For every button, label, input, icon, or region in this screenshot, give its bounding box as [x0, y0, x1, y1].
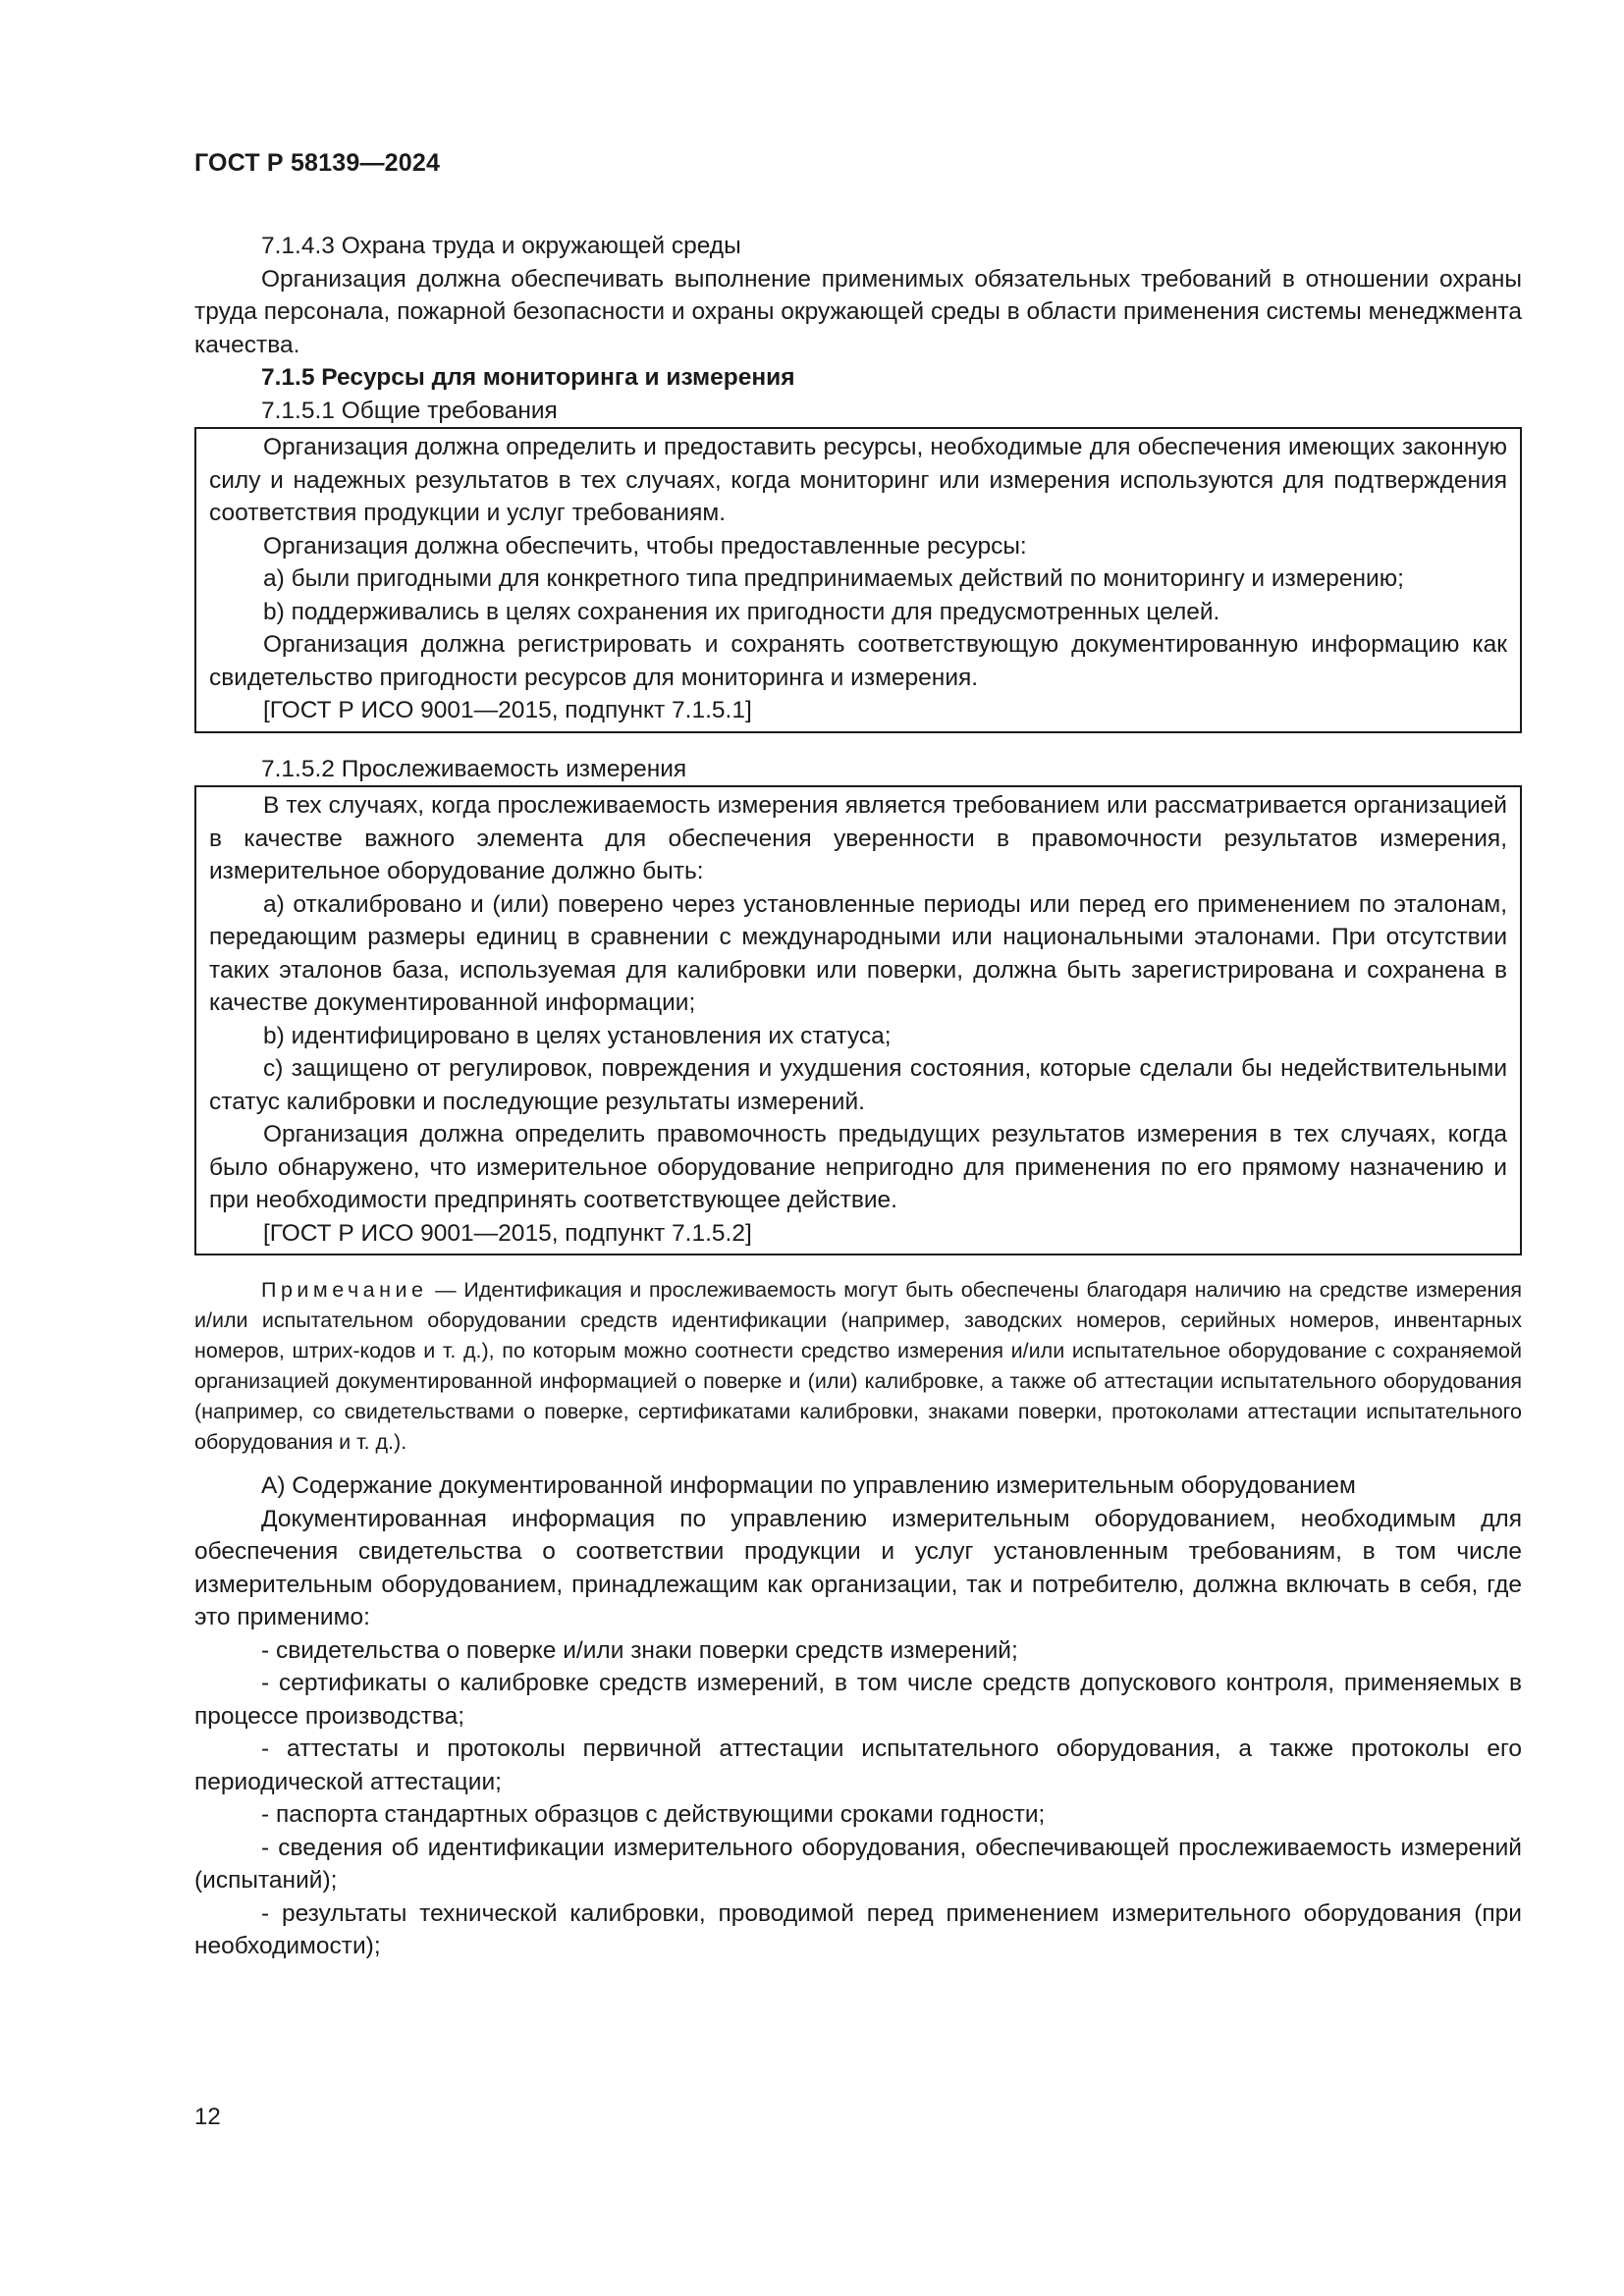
box1-paragraph: Организация должна определить и предоставить ресурсы, необходимые для обеспечения имеющих законную силу и надежных результатов в тех случаях, когда мониторинг или измерения используются для подтверждения соответствия продукции и услуг требованиям. — [209, 434, 1507, 526]
part-a-list-item: - паспорта стандартных образцов с действующими сроками годности; — [261, 1801, 1046, 1828]
section-7-1-4-3-text: Организация должна обеспечивать выполнение применимых обязательных требований в отношении охраны труда персонала, пожарной безопасности и охраны окружающей среды в области применения системы менеджмента качества. — [194, 265, 1522, 358]
part-a-intro: Документированная информация по управлению измерительным оборудованием, необходимым для обеспечения свидетельства о соответствии продукции и услуг установленным требованиям, в том числе измерительным оборудованием, принадлежащим как организации, так и потребителю, должна включать в себя, где это применимо: — [194, 1505, 1522, 1630]
document-code-header: ГОСТ Р 58139—2024 — [194, 149, 441, 177]
part-a-list-item: - аттестаты и протоколы первичной аттестации испытательного оборудования, а также протоколы его периодической аттестации; — [194, 1735, 1522, 1795]
box2-paragraph: Организация должна определить правомочность предыдущих результатов измерения в тех случаях, когда было обнаружено, что измерительное оборудование непригодно для применения по его прямому назначению и при необходимости предпринять соответствующее действие. — [209, 1121, 1507, 1213]
document-body — [194, 230, 1522, 1963]
box2-list-item-a: a) откалибровано и (или) поверено через установленные периоды или перед его применением по эталонам, передающим размеры единиц в сравнении с международными или национальными эталонами. При отсутствии таких эталонов база, используемая для калибровки или поверки, должна быть зарегистрирована и сохранена в качестве документированной информации; — [209, 890, 1507, 1016]
part-a-list-item: - сертификаты о калибровке средств измерений, в том числе средств допускового контроля, применяемых в процессе производства; — [194, 1670, 1522, 1730]
box1-paragraph: Организация должна регистрировать и сохранять соответствующую документированную информацию как свидетельство пригодности ресурсов для мониторинга и измерения. — [209, 631, 1507, 691]
box2-reference: [ГОСТ Р ИСО 9001—2015, подпункт 7.1.5.2] — [263, 1219, 752, 1247]
part-a-list-item: - свидетельства о поверке и/или знаки поверки средств измерений; — [261, 1636, 1018, 1664]
part-a-list-item: - сведения об идентификации измерительного оборудования, обеспечивающей прослеживаемость измерений (испытаний); — [194, 1834, 1522, 1894]
box1-list-item-b: b) поддерживались в целях сохранения их пригодности для предусмотренных целей. — [263, 598, 1220, 625]
section-7-1-5-1-title: 7.1.5.1 Общие требования — [261, 397, 558, 424]
part-a-list-item: - результаты технической калибровки, проводимой перед применением измерительного оборудования (при необходимости); — [194, 1899, 1522, 1959]
box1-reference: [ГОСТ Р ИСО 9001—2015, подпункт 7.1.5.1] — [263, 697, 752, 723]
box2-list-item-c: c) защищено от регулировок, повреждения и ухудшения состояния, которые сделали бы недействительными статус калибровки и последующие результаты измерений. — [209, 1055, 1507, 1115]
box2-paragraph: В тех случаях, когда прослеживаемость измерения является требованием или рассматривается организацией в качестве важного элемента для обеспечения уверенности в правомочности результатов измерения, измерительное оборудование должно быть: — [209, 792, 1507, 884]
note-text: — Идентификация и прослеживаемость могут быть обеспечены благодаря наличию на средстве измерения и/или испытательном оборудовании средств идентификации (например, заводских номеров, серийных номеров, инвентарных номеров, штрих-кодов и т. д.), по которым можно соотнести средство измерения и/или испытательное оборудование с сохраняемой организацией документированной информацией о поверке и (или) калибровке, а также об аттестации испытательного оборудования (например, со свидетельствами о поверке, сертификатами калибровки, знаками поверки, протоколами аттестации испытательного оборудования и т. д.). — [194, 1278, 1522, 1454]
section-7-1-4-3-title: 7.1.4.3 Охрана труда и окружающей среды — [261, 233, 741, 259]
part-a-title: A) Содержание документированной информации по управлению измерительным оборудованием — [261, 1472, 1356, 1499]
section-7-1-5-2-title: 7.1.5.2 Прослеживаемость измерения — [261, 755, 687, 782]
box1-paragraph: Организация должна обеспечить, чтобы предоставленные ресурсы: — [263, 532, 1027, 560]
box2-list-item-b: b) идентифицировано в целях установления их статуса; — [263, 1022, 892, 1049]
note-label: Примечание — [261, 1278, 428, 1302]
note-paragraph — [194, 1275, 1522, 1458]
box1-list-item-a: a) были пригодными для конкретного типа предпринимаемых действий по мониторингу и измерению; — [263, 565, 1404, 592]
quoted-requirement-box-7-1-5-2 — [194, 785, 1522, 1255]
quoted-requirement-box-7-1-5-1 — [194, 427, 1522, 733]
page-number: 12 — [194, 2104, 221, 2130]
section-7-1-5-title: 7.1.5 Ресурсы для мониторинга и измерения — [261, 364, 795, 391]
